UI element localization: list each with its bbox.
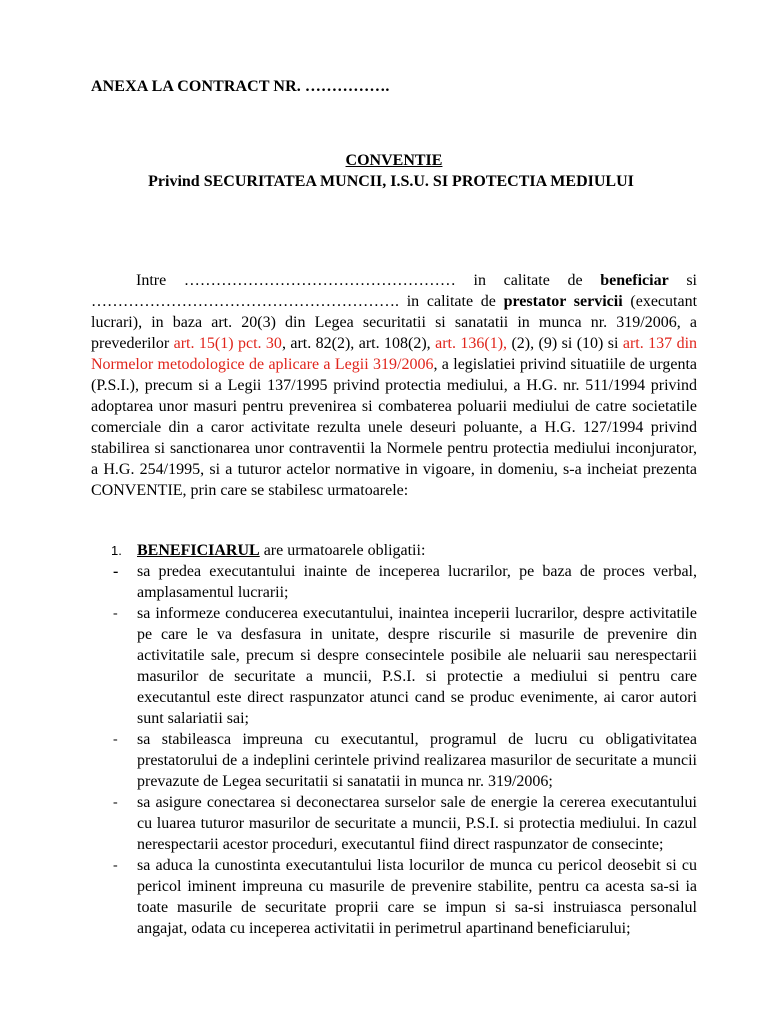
annex-heading: ANEXA LA CONTRACT NR. ……………. bbox=[91, 78, 390, 95]
document-title: CONVENTIE bbox=[345, 152, 443, 169]
list-number: 1. bbox=[111, 543, 122, 558]
bullet-dash: - bbox=[113, 858, 118, 873]
obligation-text: sa predea executantului inainte de inceperea lucrarilor, pe baza de proces verbal, amplasamentul lucrarii; bbox=[137, 563, 697, 601]
intro-text-6: , a legislatiei privind situatiile de urgenta (P.S.I.), precum si a Legii 137/1995 privind protectia mediului, a H.G. nr. 511/1994 privind adoptarea unor masuri pentru prevenirea si combaterea poluarii mediului de catre societatile comerciale din a caror activitate rezulta unele deseuri poluante, a H.G. 127/1994 privind stabilirea si sanctionarea unor contraventii la Normele pentru protectia mediului inconjurator, a H.G. 254/1995, si a tuturor actelor normative in vigoare, in domeniu, s-a incheiat prezenta CONVENTIE, prin care se stabilesc urmatoarele: bbox=[91, 356, 697, 499]
list-item bbox=[91, 561, 697, 603]
prestator-term: prestator servicii bbox=[503, 293, 623, 310]
intro-text-5: (2), (9) si (10) si bbox=[507, 335, 623, 352]
list-item bbox=[91, 729, 697, 792]
bullet-dash: - bbox=[113, 732, 118, 747]
intro-text-4: , art. 82(2), art. 108(2), bbox=[281, 335, 436, 352]
obligation-text: sa asigure conectarea si deconectarea surselor sale de energie la cererea executantului cu luarea tuturor masurilor de securitate a muncii, P.S.I. si protectia mediului. In cazul nerespectarii acestor proceduri, executantul fiind direct raspunzator de consecinte; bbox=[137, 794, 697, 853]
bullet-dash: - bbox=[113, 795, 118, 810]
bullet-dash: - bbox=[113, 606, 118, 621]
beneficiarul-heading: BENEFICIARUL bbox=[137, 542, 260, 559]
intro-paragraph bbox=[91, 270, 697, 501]
list-item bbox=[91, 603, 697, 729]
list-item bbox=[91, 855, 697, 939]
highlight-art-136: art. 136(1), bbox=[435, 335, 508, 352]
title-block bbox=[0, 150, 768, 192]
beneficiar-term: beneficiar bbox=[600, 272, 669, 289]
beneficiarul-intro: are urmatoarele obligatii: bbox=[259, 542, 426, 559]
bullet-dash: - bbox=[113, 563, 119, 580]
list-item-beneficiarul bbox=[91, 540, 697, 561]
document-subtitle: Privind SECURITATEA MUNCII, I.S.U. SI PROTECTIA MEDIULUI bbox=[148, 173, 634, 190]
highlight-art-137: art. 137 din Normelor metodologice de aplicare a Legii 319/2006 bbox=[91, 335, 698, 373]
highlight-art-15: art. 15(1) pct. 30 bbox=[173, 335, 282, 352]
obligation-text: sa aduca la cunostinta executantului lista locurilor de munca cu pericol deosebit si cu pericol iminent impreuna cu masurile de prevenire stabilite, pentru ca acesta sa-si ia toate masurile de securitate proprii care se impun si sa-si instruiasca personalul angajat, odata cu inceperea activitatii in perimetrul apartinand beneficiarului; bbox=[137, 857, 697, 937]
intro-text-2: si …………………………………………………. in calitate de bbox=[91, 272, 698, 310]
obligation-text: sa informeze conducerea executantului, inaintea inceperii lucrarilor, despre activitatile pe care le va desfasura in unitate, despre riscurile si masurile de prevenire din activitatile sale, precum si despre consecintele posibile ale neluarii sau nerespectarii masurilor de securitate a muncii, P.S.I. si protectie a mediului si pentru care executantul este direct raspunzator atunci cand se produc evenimente, ai caror autori sunt salariatii sai; bbox=[137, 605, 697, 727]
obligations-list bbox=[91, 540, 697, 939]
intro-text-3: (executant lucrari), in baza art. 20(3) din Legea securitatii si sanatatii in munca nr. 319/2006, a prevederilor bbox=[91, 293, 698, 352]
intro-text-1: Intre …………………………………………… in calitate de bbox=[136, 272, 601, 289]
list-item bbox=[91, 792, 697, 855]
obligation-text: sa stabileasca impreuna cu executantul, programul de lucru cu obligativitatea prestatorului de a indeplini cerintele privind realizarea masurilor de securitate a muncii prevazute de Legea securitatii si sanatatii in munca nr. 319/2006; bbox=[137, 731, 697, 790]
